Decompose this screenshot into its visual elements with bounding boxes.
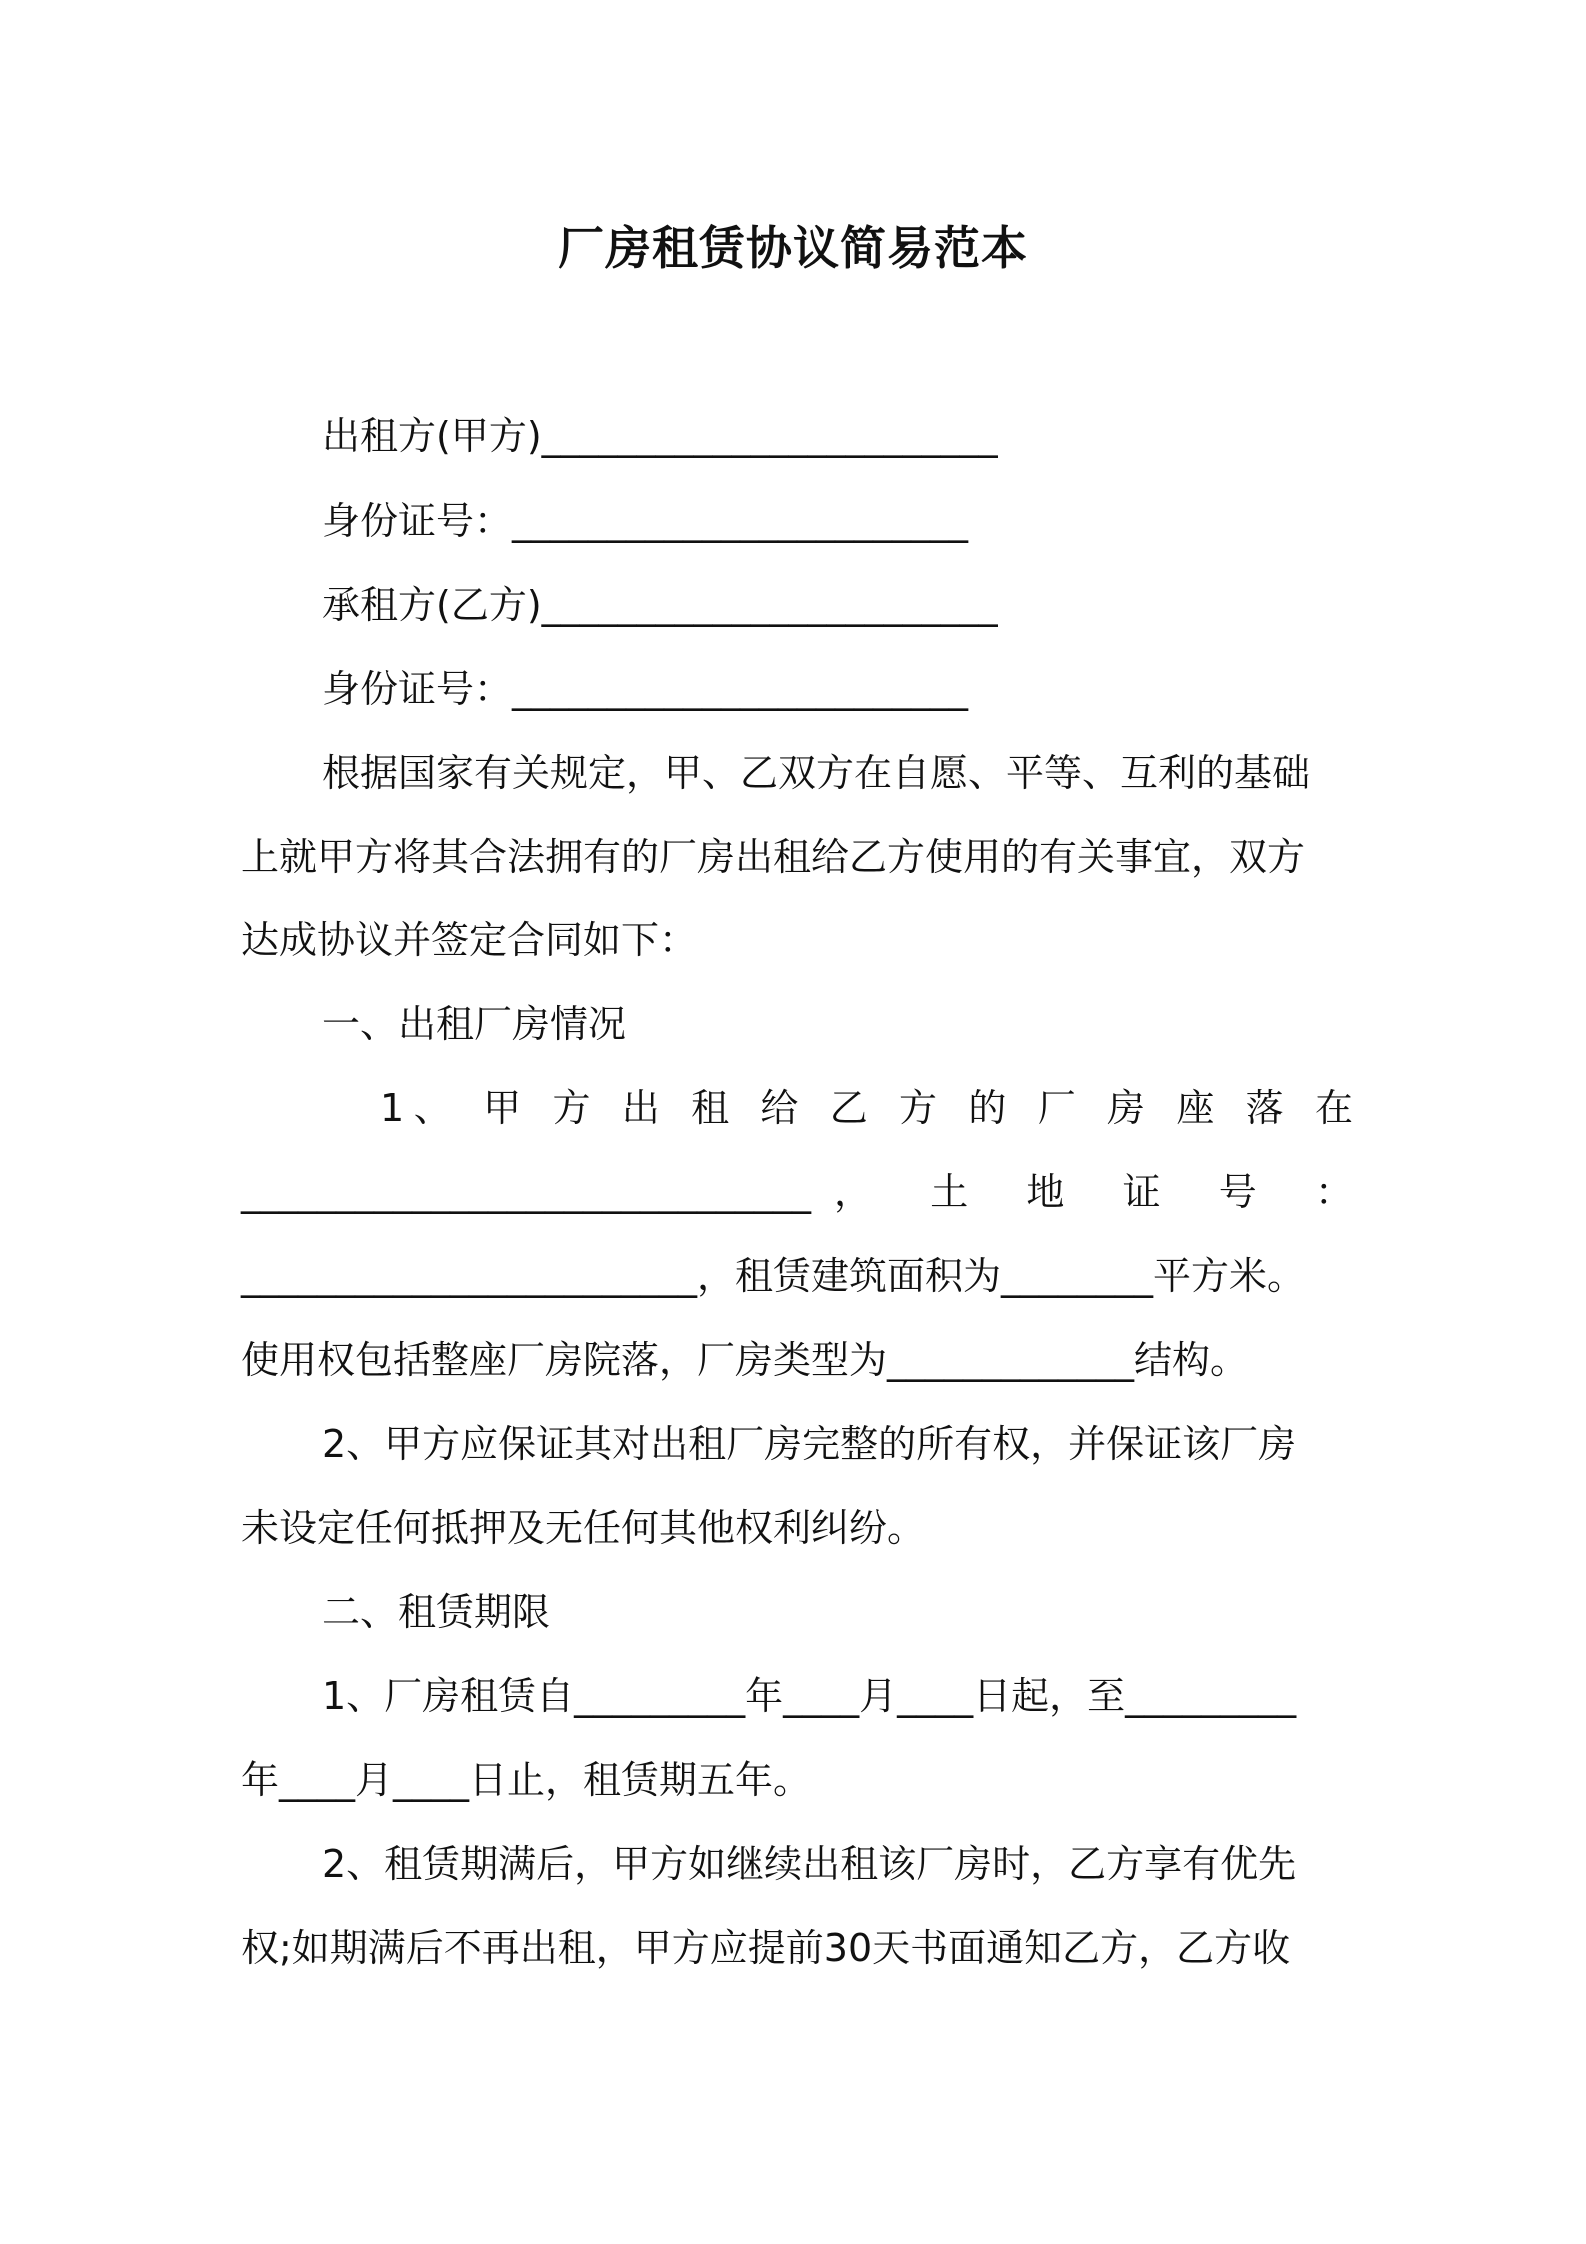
clause-1-1-line-4: 使用权包括整座厂房院落，厂房类型为_____________结构。	[241, 1338, 1249, 1382]
document-title: 厂房租赁协议简易范本	[558, 221, 1028, 275]
lessee-id-line: 身份证号：________________________	[322, 667, 969, 711]
clause-2-2-line-1: 2、租赁期满后，甲方如继续出租该厂房时，乙方享有优先	[322, 1842, 1297, 1886]
clause-1-1-line-1: 1、 甲 方 出 租 给 乙 方 的 厂 房 座 落 在	[380, 1086, 1353, 1130]
section-heading-1: 一、出租厂房情况	[322, 1002, 627, 1046]
clause-2-1-line-1: 1、厂房租赁自_________年____月____日起，至_________	[322, 1674, 1297, 1718]
clause-1-1-line-3: ________________________，租赁建筑面积为________平方米。	[241, 1254, 1306, 1298]
clause-2-2-line-2: 权;如期满后不再出租，甲方应提前30天书面通知乙方，乙方收	[241, 1926, 1291, 1970]
lessor-field-line: 出租方(甲方)________________________	[322, 414, 998, 458]
intro-paragraph-line-1: 根据国家有关规定，甲、乙双方在自愿、平等、互利的基础	[322, 751, 1311, 795]
lessor-id-line: 身份证号：________________________	[322, 499, 969, 543]
intro-paragraph-line-3: 达成协议并签定合同如下：	[241, 918, 698, 962]
clause-1-2-line-2: 未设定任何抵押及无任何其他权利纠纷。	[241, 1506, 926, 1550]
section-heading-2: 二、租赁期限	[322, 1590, 551, 1634]
clause-1-1-line-2: ______________________________， 土 地 证 号 ：	[241, 1170, 1353, 1214]
lessee-field-line: 承租方(乙方)________________________	[322, 583, 998, 627]
clause-2-1-line-2: 年____月____日止，租赁期五年。	[241, 1758, 812, 1802]
intro-paragraph-line-2: 上就甲方将其合法拥有的厂房出租给乙方使用的有关事宜，双方	[241, 835, 1306, 879]
clause-1-2-line-1: 2、甲方应保证其对出租厂房完整的所有权，并保证该厂房	[322, 1422, 1297, 1466]
